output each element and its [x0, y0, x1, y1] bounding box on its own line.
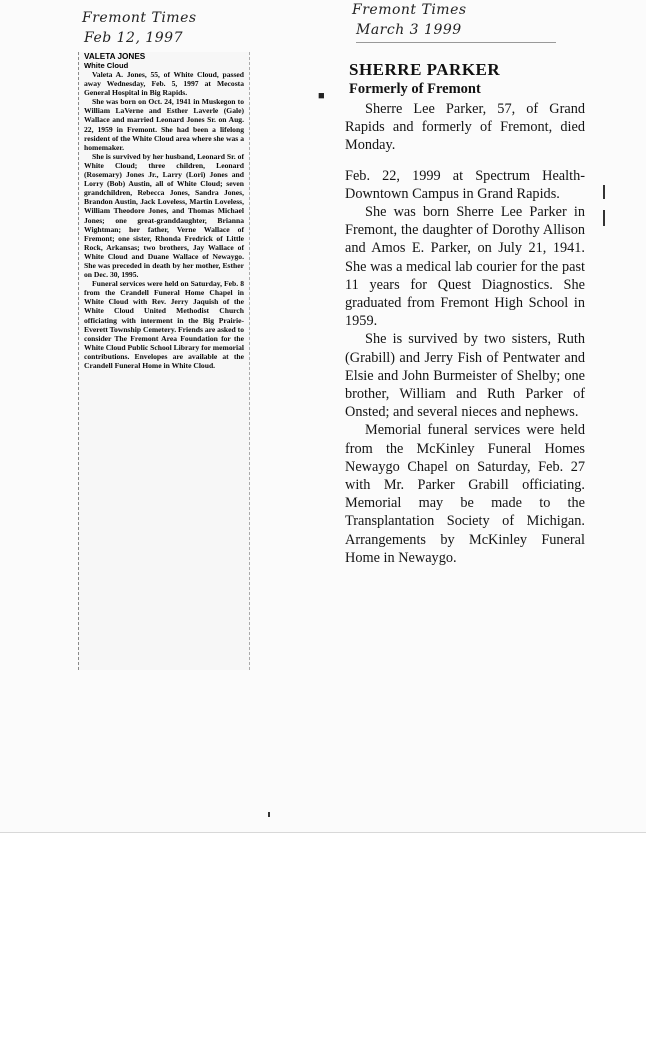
column-break [345, 155, 585, 167]
obituary-paragraph: She was born Sherre Lee Parker in Fremont, the daughter of Dorothy Allison and Amos E. Parker, on July 21, 1941. She was a medical lab courier for the past 11 years for Quest Diagnostics. She graduated from Fremont High School in 1959. [345, 204, 585, 330]
obituary-paragraph: Funeral services were held on Saturday, Feb. 8 from the Crandell Funeral Home Chapel in White Cloud with Rev. Jerry Jaquish of the White Cloud United Methodist Church officiating with interment in the Big Prairie-Everett Township Cemetery. Friends are asked to consider The Fremont Area Foundation for the White Cloud Public School Library for memorial contributions. Envelopes are available at the Crandell Funeral Home in White Cloud. [84, 279, 244, 370]
obituary-paragraph: Sherre Lee Parker, 57, of Grand Rapids and formerly of Fremont, died Monday. [345, 101, 585, 154]
obituary-clipping-valeta-jones [78, 52, 250, 670]
handwritten-date-right: March 3 1999 [356, 22, 462, 38]
scan-mark [603, 210, 605, 226]
handwritten-date-left: Feb 12, 1997 [84, 30, 183, 46]
scan-mark [603, 185, 605, 199]
obituary-name: VALETA JONES [84, 52, 146, 61]
obituary-subtitle: Formerly of Fremont [349, 81, 481, 97]
obituary-paragraph: She was born on Oct. 24, 1941 in Muskegon to William LaVerne and Esther Laverle (Gale) Wallace and married Leonard Jones Sr. on Aug. 22, 1959 in Fremont. She had been a lifelong resident of the White Cloud area where she was a homemaker. [84, 97, 244, 152]
obituary-location: White Cloud [84, 61, 129, 70]
obituary-paragraph: She is survived by her husband, Leonard Sr. of White Cloud; three children, Leonard (Rosemary) Jones Jr., Larry (Lori) Jones and Lorry (Bob) Austin, all of White Cloud; seven grandchildren, Rebecca Jones, Sandra Jones, Brandon Austin, Jack Loveless, Martin Loveless, William Theodore Jones, and Thomas Michael Jones; one great-granddaughter, Brianna Wightman; her father, Verne Wallace of Fremont; one sister, Rhonda Fredrick of Little Rock, Arkansas; two brothers, Jay Wallace of White Cloud and Duane Wallace of Newaygo. She was preceded in death by her mother, Esther on Dec. 30, 1995. [84, 151, 244, 280]
obituary-paragraph: She is survived by two sisters, Ruth (Grabill) and Jerry Fish of Pentwater and Elsie and John Burmeister of Shelby; one brother, William and Ruth Parker of Onsted; and several nieces and nephews. [345, 331, 585, 421]
handwritten-source-right: Fremont Times [352, 2, 467, 18]
scan-mark: ■ [318, 90, 325, 102]
obituary-paragraph: Feb. 22, 1999 at Spectrum Health-Downtown Campus in Grand Rapids. [345, 167, 585, 202]
obituary-column [84, 52, 244, 370]
obituary-clipping-sherre-parker [345, 58, 585, 804]
handwritten-source-left: Fremont Times [82, 10, 197, 26]
obituary-paragraph: Memorial funeral services were held from the McKinley Funeral Homes Newaygo Chapel on Saturday, Feb. 27 with Mr. Parker Grabill officiating. Memorial may be made to the Transplantation Society of Michigan. Arrangements by McKinley Funeral Home in Newaygo. [345, 422, 585, 566]
scan-mark [268, 812, 270, 817]
obituary-name: SHERRE PARKER [349, 60, 501, 79]
underline-rule [356, 42, 556, 43]
obituary-paragraph: Valeta A. Jones, 55, of White Cloud, passed away Wednesday, Feb. 5, 1997 at Mecosta General Hospital in Big Rapids. [84, 70, 244, 98]
